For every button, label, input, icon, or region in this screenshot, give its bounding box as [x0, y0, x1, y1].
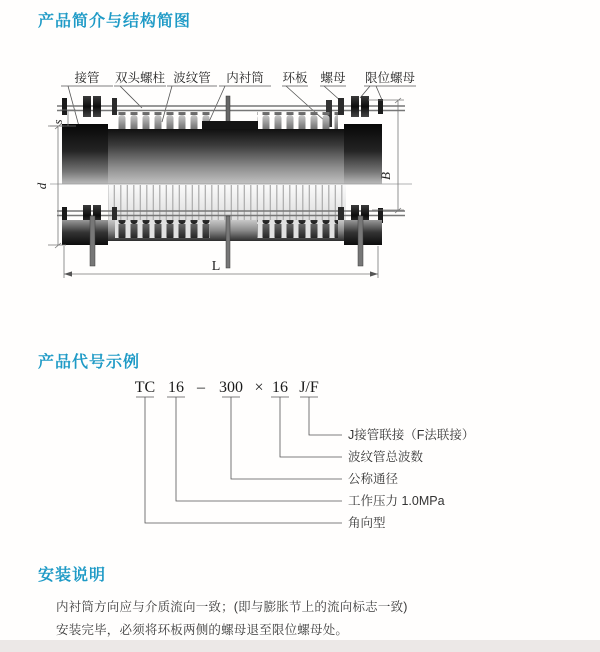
code-ticks — [136, 397, 318, 403]
center-stud-top — [226, 96, 230, 123]
callout-type: 角向型 — [348, 516, 386, 530]
code-part-dash: – — [197, 379, 205, 396]
connector-pressure — [176, 403, 342, 501]
dim-d-label: d — [34, 182, 49, 190]
connector-type — [145, 403, 342, 523]
label-limit-nut: 限位螺母 — [364, 71, 416, 85]
section-stripes — [108, 185, 346, 220]
label-ring-plate: 环板 — [282, 71, 308, 85]
code-part-type: TC — [134, 379, 156, 396]
bellows-top-right — [257, 112, 338, 129]
connector-connection — [309, 403, 342, 435]
install-instruction-1: 内衬筒方向应与介质流向一致；(即与膨胀节上的流向标志一致) — [56, 600, 408, 614]
code-part-waves: 16 — [272, 379, 288, 396]
code-part-times: × — [254, 379, 264, 396]
footer-band — [0, 640, 600, 652]
callout-waves: 波纹管总波数 — [348, 450, 424, 464]
structure-diagram — [20, 64, 450, 299]
section-title-install: 安装说明 — [38, 567, 107, 584]
liner-center-bar — [202, 121, 258, 129]
product-code-diagram — [118, 374, 588, 544]
pipe-end-right — [344, 124, 382, 184]
label-double-stud: 双头螺柱 — [114, 71, 166, 85]
callout-pressure: 工作压力 1.0MPa — [348, 494, 445, 508]
label-nut: 螺母 — [320, 71, 346, 85]
section-title-code: 产品代号示例 — [38, 354, 141, 371]
code-part-diameter: 300 — [219, 379, 243, 396]
dim-l — [64, 246, 378, 278]
connector-diameter — [231, 403, 342, 479]
code-part-connection: J/F — [299, 379, 319, 396]
bellows-bottom-right — [257, 220, 338, 238]
code-string — [135, 379, 319, 396]
install-instruction-2: 安装完毕，必须将环板两侧的螺母退至限位螺母处。 — [56, 623, 349, 637]
label-inner-liner: 内衬筒 — [226, 71, 264, 85]
pipe-end-left-lower — [62, 220, 108, 245]
callout-connection: J接管联接（F法联接） — [348, 428, 475, 442]
bellows-bottom-left — [115, 220, 210, 238]
section-title-intro: 产品简介与结构简图 — [38, 13, 192, 30]
pipe-end-left — [62, 124, 108, 184]
label-connecting-pipe: 接管 — [74, 71, 100, 85]
dim-s-label: s — [50, 119, 65, 125]
dim-b-label: B — [378, 172, 393, 180]
bellows-top-left — [115, 112, 210, 129]
dim-l-label: L — [211, 259, 221, 274]
code-part-pressure: 16 — [168, 379, 184, 396]
connector-waves — [280, 403, 342, 457]
label-bellows: 波纹管 — [173, 71, 211, 85]
dim-d — [34, 124, 66, 248]
body-upper — [108, 129, 346, 184]
callout-diameter: 公称通径 — [348, 472, 399, 486]
